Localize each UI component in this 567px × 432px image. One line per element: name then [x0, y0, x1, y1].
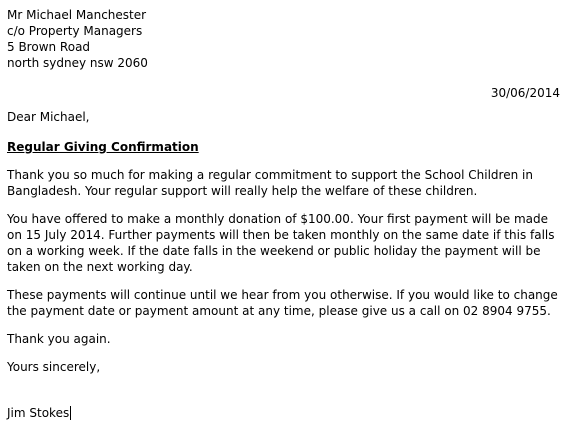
- paragraph-line: You have offered to make a monthly donation of $100.00. Your first payment will be made: [7, 212, 549, 226]
- paragraph-line: on a working week. If the date falls in the weekend or public holiday the payment will be: [7, 244, 541, 258]
- address-line-1: c/o Property Managers: [7, 24, 143, 38]
- letter-subject: Regular Giving Confirmation: [7, 140, 199, 154]
- recipient-address: [7, 7, 560, 71]
- paragraph-commitment: [7, 167, 560, 199]
- text-cursor: [70, 406, 71, 420]
- signature-line: [7, 405, 560, 421]
- paragraph-contact: [7, 287, 560, 319]
- paragraph-line: on 15 July 2014. Further payments will then be taken monthly on the same date if this falls: [7, 228, 555, 242]
- paragraph-line: These payments will continue until we hear from you otherwise. If you would like to change: [7, 288, 558, 302]
- address-line-2: 5 Brown Road: [7, 40, 91, 54]
- recipient-name: Mr Michael Manchester: [7, 8, 147, 22]
- thanks-line: Thank you again.: [7, 332, 111, 346]
- paragraph-line: taken on the next working day.: [7, 260, 193, 274]
- signature-name: Jim Stokes: [7, 406, 70, 420]
- letter-document[interactable]: [7, 7, 560, 421]
- paragraph-line: Bangladesh. Your regular support will really help the welfare of these children.: [7, 184, 478, 198]
- closing-line: Yours sincerely,: [7, 360, 101, 374]
- letter-date: 30/06/2014: [490, 86, 560, 100]
- address-line-3: north sydney nsw 2060: [7, 56, 148, 70]
- paragraph-line: the payment date or payment amount at any time, please give us a call on 02 8904 9755.: [7, 304, 551, 318]
- greeting: Dear Michael,: [7, 110, 90, 124]
- paragraph-line: Thank you so much for making a regular commitment to support the School Children in: [7, 168, 533, 182]
- paragraph-payment-details: [7, 211, 560, 275]
